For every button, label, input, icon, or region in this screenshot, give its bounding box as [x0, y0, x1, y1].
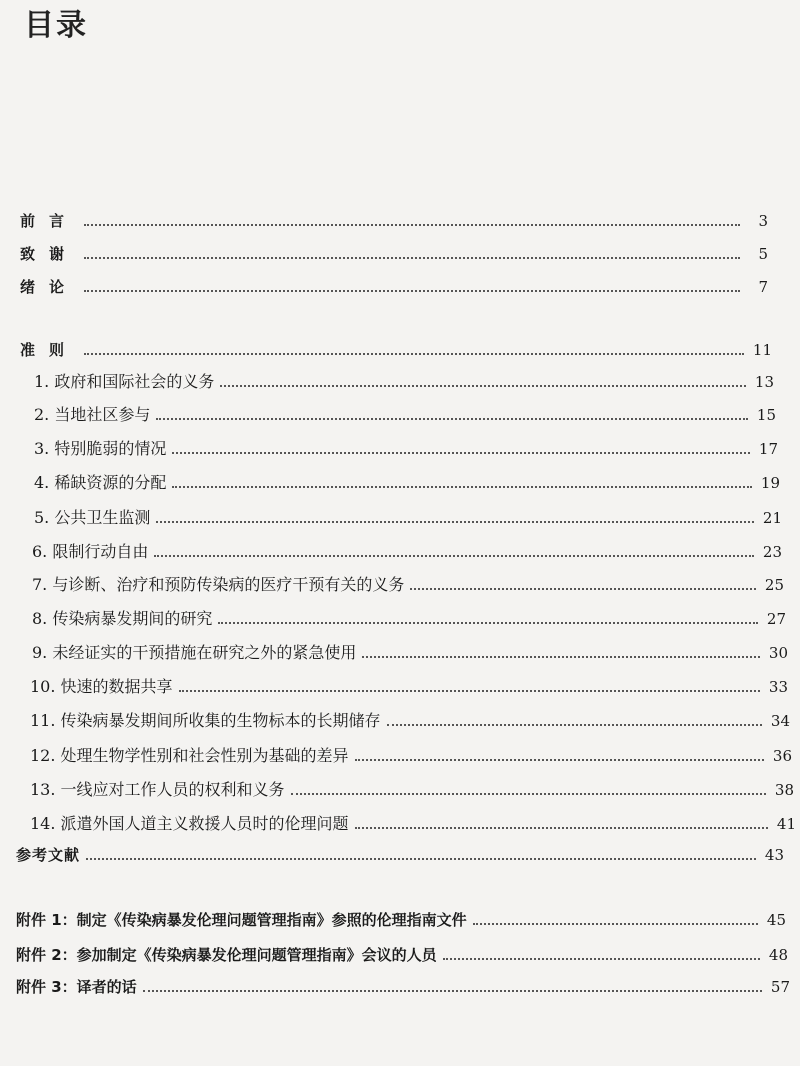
toc-page-number: 3	[758, 212, 768, 230]
toc-entry-label: 准则	[20, 341, 79, 359]
toc-page-number: 13	[754, 373, 774, 391]
toc-entry-item-6[interactable]	[0, 536, 782, 562]
toc-page-number: 57	[770, 978, 790, 996]
toc-entry-label: 2. 当地社区参与	[34, 405, 151, 424]
dot-leader	[220, 385, 746, 387]
toc-entry-label: 附件 1：制定《传染病暴发伦理问题管理指南》参照的伦理指南文件	[16, 911, 467, 929]
dot-leader	[179, 690, 760, 692]
toc-entry-label: 5. 公共卫生监测	[34, 508, 151, 527]
toc-entry-label: 3. 特别脆弱的情况	[34, 439, 167, 458]
dot-leader	[291, 793, 766, 795]
toc-entry-item-12[interactable]	[0, 740, 792, 766]
toc-page-number: 34	[770, 712, 790, 730]
toc-entry-label: 附件 3：译者的话	[16, 978, 137, 996]
dot-leader	[86, 858, 756, 860]
page-title: 目录	[24, 8, 88, 43]
toc-entry-label: 绪论	[20, 278, 79, 296]
toc-entry-label: 附件 2：参加制定《传染病暴发伦理问题管理指南》会议的人员	[16, 946, 437, 964]
toc-entry-item-7[interactable]	[0, 569, 784, 595]
dot-leader	[156, 418, 748, 420]
toc-entry-label: 参考文献	[16, 846, 81, 864]
dot-leader	[84, 353, 744, 355]
toc-page-number: 21	[762, 509, 782, 527]
dot-leader	[154, 555, 754, 557]
dot-leader	[443, 958, 760, 960]
toc-entry-item-11[interactable]	[0, 705, 790, 731]
toc-page-number: 5	[758, 245, 768, 263]
toc-page-number: 17	[758, 440, 778, 458]
dot-leader	[84, 257, 740, 259]
toc-entry-item-10[interactable]	[0, 671, 788, 697]
toc-page-number: 30	[768, 644, 788, 662]
toc-page-number: 36	[772, 747, 792, 765]
dot-leader	[156, 521, 754, 523]
toc-page-number: 19	[760, 474, 780, 492]
toc-entry-label: 12. 处理生物学性别和社会性别为基础的差异	[30, 746, 349, 765]
toc-entry-label: 致谢	[20, 245, 79, 263]
toc-entry-label: 8. 传染病暴发期间的研究	[32, 609, 213, 628]
dot-leader	[410, 588, 756, 590]
toc-entry-item-5[interactable]	[0, 502, 782, 528]
toc-page-number: 25	[764, 576, 784, 594]
toc-entry-item-4[interactable]	[0, 467, 780, 493]
toc-entry-label: 13. 一线应对工作人员的权利和义务	[30, 780, 285, 799]
toc-entry-item-1[interactable]	[0, 366, 774, 392]
toc-entry-label: 11. 传染病暴发期间所收集的生物标本的长期储存	[30, 711, 381, 730]
dot-leader	[355, 827, 768, 829]
toc-entry-introduction[interactable]	[0, 271, 768, 297]
dot-leader	[473, 923, 758, 925]
toc-entry-label: 前言	[20, 212, 79, 230]
toc-page-number: 27	[766, 610, 786, 628]
toc-page-number: 33	[768, 678, 788, 696]
toc-entry-label: 4. 稀缺资源的分配	[34, 473, 167, 492]
toc-entry-label: 9. 未经证实的干预措施在研究之外的紧急使用	[32, 643, 357, 662]
dot-leader	[84, 224, 740, 226]
toc-page-number: 11	[752, 341, 772, 359]
toc-entry-annex-1[interactable]	[0, 904, 786, 930]
toc-entry-preface[interactable]	[0, 205, 768, 231]
toc-entry-label: 7. 与诊断、治疗和预防传染病的医疗干预有关的义务	[32, 575, 405, 594]
toc-page-number: 43	[764, 846, 784, 864]
toc-page-number: 38	[774, 781, 794, 799]
toc-page-number: 45	[766, 911, 786, 929]
toc-entry-item-14[interactable]	[0, 808, 796, 834]
toc-entry-item-9[interactable]	[0, 637, 788, 663]
dot-leader	[84, 290, 740, 292]
dot-leader	[387, 724, 762, 726]
toc-page-number: 7	[758, 278, 768, 296]
toc-entry-label: 10. 快速的数据共享	[30, 677, 173, 696]
toc-entry-references[interactable]	[0, 839, 784, 865]
toc-entry-item-13[interactable]	[0, 774, 794, 800]
toc-page-number: 23	[762, 543, 782, 561]
toc-entry-label: 6. 限制行动自由	[32, 542, 149, 561]
toc-entry-item-2[interactable]	[0, 399, 776, 425]
toc-page-number: 41	[776, 815, 796, 833]
toc-entry-label: 14. 派遣外国人道主义救援人员时的伦理问题	[30, 814, 349, 833]
toc-entry-acknowledgements[interactable]	[0, 238, 768, 264]
dot-leader	[218, 622, 758, 624]
toc-entry-label: 1. 政府和国际社会的义务	[34, 372, 215, 391]
dot-leader	[172, 486, 752, 488]
toc-page-number: 48	[768, 946, 788, 964]
dot-leader	[172, 452, 750, 454]
dot-leader	[362, 656, 760, 658]
toc-entry-guidelines[interactable]	[0, 334, 772, 360]
toc-entry-annex-2[interactable]	[0, 939, 788, 965]
toc-entry-annex-3[interactable]	[0, 971, 790, 997]
toc-entry-item-8[interactable]	[0, 603, 786, 629]
toc-page-number: 15	[756, 406, 776, 424]
dot-leader	[143, 990, 762, 992]
dot-leader	[355, 759, 764, 761]
toc-entry-item-3[interactable]	[0, 433, 778, 459]
